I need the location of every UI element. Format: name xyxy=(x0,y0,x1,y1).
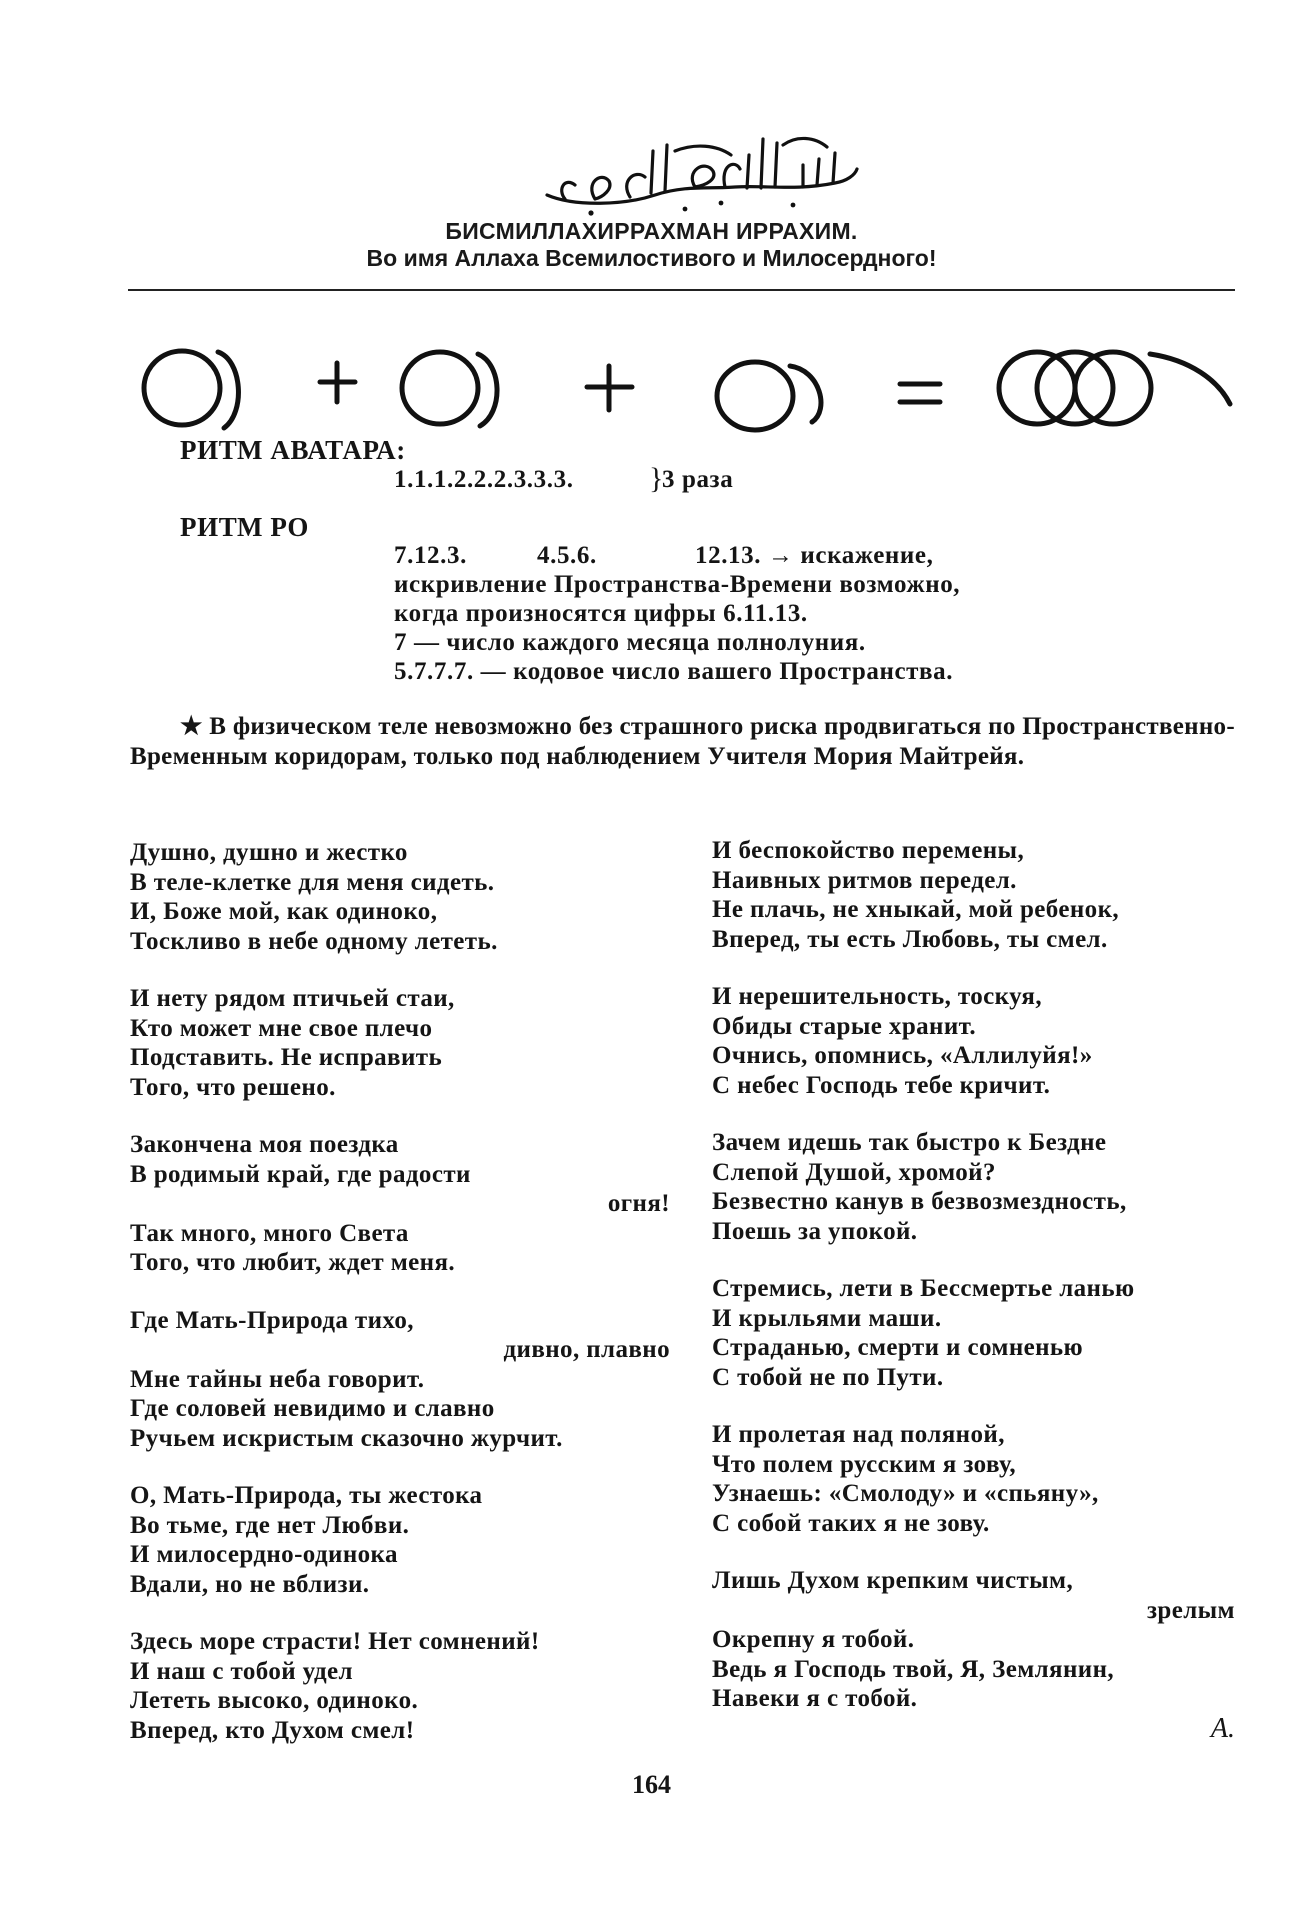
poem-line: И милосердно-одинока xyxy=(130,1541,398,1568)
poem-line: Закончена моя поездка xyxy=(130,1131,399,1158)
poem-line: Безвестно канув в безвозмездность, xyxy=(712,1188,1127,1215)
circle-left xyxy=(144,351,220,425)
poem-line: В родимый край, где радости xyxy=(130,1160,471,1188)
poem-stanza xyxy=(130,838,670,956)
poem-line: Того, что решено. xyxy=(130,1073,336,1101)
poem-line: Мне тайны неба говорит. xyxy=(130,1365,425,1393)
rhythm-ro-line4: 7 — число каждого месяца полнолуния. xyxy=(394,629,866,656)
poem-line: зрелым xyxy=(1146,1596,1235,1624)
poem-stanza xyxy=(712,836,1235,954)
warning-note xyxy=(130,712,1235,772)
poem-line: Слепой Душой, хромой? xyxy=(712,1158,996,1186)
poem-stanza xyxy=(712,982,1235,1100)
poem-line: И пролетая над поляной, xyxy=(712,1421,1005,1448)
poem-line: огня! xyxy=(607,1190,670,1217)
poem-line: Лишь Духом крепким чистым, xyxy=(712,1567,1074,1594)
poem-line: Ручьем искристым сказочно журчит. xyxy=(130,1424,563,1452)
poem-line: Обиды старые хранит. xyxy=(712,1012,977,1040)
poem-line: Не плачь, не хныкай, мой ребенок, xyxy=(712,896,1120,923)
poem-line: Где соловей невидимо и славно xyxy=(130,1395,495,1422)
poem-stanza xyxy=(130,1130,670,1278)
rhythm-ro-a: 7.12.3. xyxy=(394,542,467,569)
poem-stanza xyxy=(130,1627,670,1745)
poem-line: Что полем русским я зову, xyxy=(712,1450,1017,1478)
poem-line: И, Боже мой, как одиноко, xyxy=(130,898,438,925)
poem-line: Ведь я Господь твой, Я, Землянин, xyxy=(712,1655,1115,1683)
poem-line: С собой таких я не зову. xyxy=(712,1509,990,1537)
warning-note-text: В физическом теле невозможно без страшного риска продвигаться по Пространственно-Временным коридорам, только под наблюдением Учителя Мория Майтрейя. xyxy=(130,713,1235,770)
poem-line: И нету рядом птичьей стаи, xyxy=(130,985,455,1012)
poem-left-column xyxy=(130,838,670,1773)
page-number: 164 xyxy=(632,1770,671,1799)
rhythm-ro-line3: когда произносятся цифры 6.11.13. xyxy=(394,600,808,627)
poem-line: Вперед, ты есть Любовь, ты смел. xyxy=(712,925,1108,953)
poem-line: О, Мать-Природа, ты жестока xyxy=(130,1482,483,1509)
circle-middle xyxy=(402,352,478,424)
rhythm-ro-label: РИТМ РО xyxy=(180,512,309,542)
poem-line: Очнись, опомнись, «Аллилуйя!» xyxy=(712,1042,1093,1069)
poem-stanza xyxy=(130,984,670,1102)
poem-line: Где Мать-Природа тихо, xyxy=(130,1306,414,1334)
circles-equation-diagram xyxy=(140,330,1240,450)
poem-stanza xyxy=(712,1420,1235,1538)
poem-line: Того, что любит, ждет меня. xyxy=(130,1249,456,1276)
poem-line: Навеки я с тобой. xyxy=(712,1685,918,1712)
poem-line: дивно, плавно xyxy=(503,1336,670,1363)
poem-stanza xyxy=(712,1274,1235,1392)
poem-line: Наивных ритмов передел. xyxy=(712,866,1017,894)
rhythm-avatar-label: РИТМ АВАТАРА: xyxy=(180,435,406,465)
poem-line: И беспокойство перемены, xyxy=(712,837,1025,864)
poem-line: Душно, душно и жестко xyxy=(130,839,408,866)
rhythm-avatar-brace: } xyxy=(649,462,664,495)
rhythm-ro-line5: 5.7.7.7. — кодовое число вашего Пространства. xyxy=(394,658,954,685)
signature: А. xyxy=(1210,1713,1235,1744)
poem-stanza xyxy=(130,1481,670,1599)
poem-line: С тобой не по Пути. xyxy=(712,1363,944,1391)
basmala-translation: Во имя Аллаха Всемилостивого и Милосердного! xyxy=(366,245,937,271)
poem-line: Вдали, но не вблизи. xyxy=(130,1570,370,1598)
poem-right-column xyxy=(712,836,1235,1742)
arc-middle xyxy=(478,354,497,426)
poem-line: И наш с тобой удел xyxy=(130,1657,353,1685)
header-divider xyxy=(128,289,1235,291)
poem-line: Подставить. Не исправить xyxy=(130,1044,443,1071)
rhythm-ro-b: 4.5.6. xyxy=(537,542,597,569)
basmala-transliteration: БИСМИЛЛАХИРРАХМАН ИРРАХИМ. xyxy=(445,218,858,244)
rhythm-ro-line2: искривление Пространства-Времени возможно, xyxy=(394,571,961,598)
poem-line: В теле-клетке для меня сидеть. xyxy=(130,868,495,896)
poem-line: Страданью, смерти и сомненью xyxy=(712,1334,1084,1361)
poem-stanza xyxy=(712,1566,1235,1714)
rhythm-ro-c: 12.13. → искажение, xyxy=(695,542,934,569)
poem-line: Тоскливо в небе одному лететь. xyxy=(130,927,498,955)
poem-line: Так много, много Света xyxy=(130,1219,409,1247)
poem-stanza xyxy=(712,1128,1235,1246)
poem-line: И нерешительность, тоскуя, xyxy=(712,983,1042,1010)
poem-line: Стремись, лети в Бессмертье ланью xyxy=(712,1275,1135,1302)
poem-line: Окрепну я тобой. xyxy=(712,1626,915,1653)
poem-line: Зачем идешь так быстро к Бездне xyxy=(712,1129,1107,1156)
poem-line: С небес Господь тебе кричит. xyxy=(712,1071,1051,1099)
poem-line: Лететь высоко, одиноко. xyxy=(130,1687,419,1714)
rhythm-avatar-repeat: 3 раза xyxy=(662,466,734,493)
rhythm-avatar-sequence: 1.1.1.2.2.2.3.3.3. xyxy=(394,466,574,493)
star-icon: ★ xyxy=(180,713,203,740)
poem-line: И крыльями маши. xyxy=(712,1304,942,1332)
poem-line: Узнаешь: «Смолоду» и «спьяну», xyxy=(712,1480,1099,1507)
poem-line: Здесь море страсти! Нет сомнений! xyxy=(130,1628,540,1655)
poem-line: Кто может мне свое плечо xyxy=(130,1014,433,1042)
poem-line: Вперед, кто Духом смел! xyxy=(130,1716,415,1744)
circle-right xyxy=(717,362,793,430)
poem-line: Поешь за упокой. xyxy=(712,1217,918,1245)
poem-stanza xyxy=(130,1306,670,1454)
poem-line: Во тьме, где нет Любви. xyxy=(130,1511,410,1539)
arabic-calligraphy-basmala xyxy=(535,125,865,220)
combined-arc xyxy=(1150,354,1230,404)
